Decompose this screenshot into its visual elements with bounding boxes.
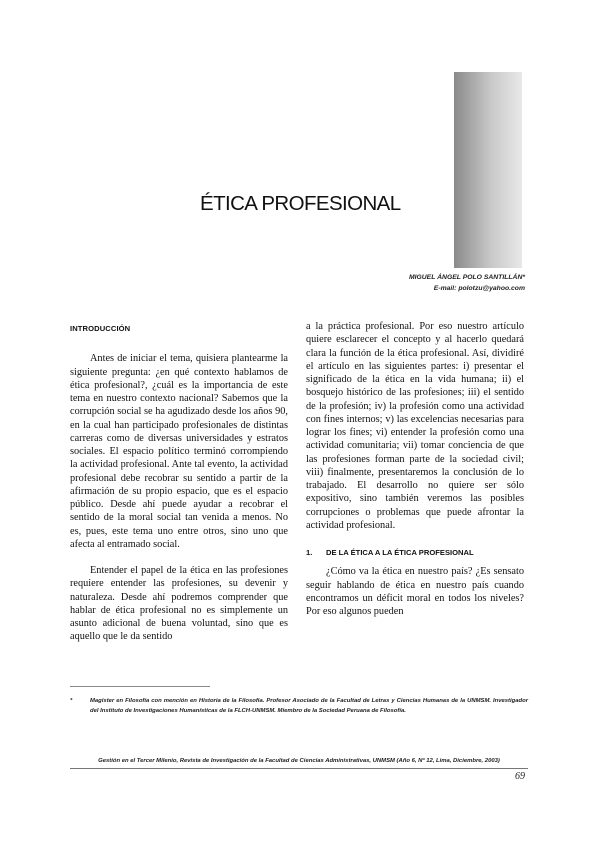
author-block (409, 272, 525, 294)
footnote-text: Magíster en Filosofía con mención en Historia de la Filosofía. Profesor Asociado de la Facultad de Letras y Ciencias Humanas de la UNMSM. Investigador del Instituto de Investigaciones Humanísticas de la FLCH-UNMSM. Miembro de la Sociedad Peruana de Filosofía. (90, 698, 528, 714)
footnote-mark: * (70, 698, 73, 704)
footer-divider (70, 768, 528, 769)
paragraph: Antes de iniciar el tema, quisiera plantearme la siguiente pregunta: ¿en qué contexto hablamos de ética profesional?, ¿cuál es la importancia de este tema en nuestro contexto nacional? Sabemos que la corrupción social se ha agudizado desde los años 90, en la cual han participado profesionales de distintas carreras como de diversas universidades y estratos sociales. El espacio político terminó corrompiendo la actividad profesional. Ante tal evento, la actividad profesional debe recobrar su sentido a partir de la afirmación de su propio espacio, que es el espacio público. Desde ahí puede ayudar a recobrar el sentido de la moral social tan venida a menos. No es, pues, este tema uno entre otros, sino uno que afecta al entramado social. (70, 353, 288, 550)
footnote (70, 697, 528, 716)
footnote-divider (70, 686, 210, 687)
paragraph-continuation: a la práctica profesional. Por eso nuestro artículo quiere esclarecer el concepto y al hacerlo quedará clara la función de la ética profesional. Así, dividiré el artículo en las siguientes partes: i) presentar el significado de la ética en la vida humana; ii) el bosquejo histórico de las profesiones; iii) el sentido de la profesión; iv) la profesión como una actividad con fines internos; v) las excelencias necesarias para lograr los fines; vi) entender la profesión como una actividad comunitaria; vii) tomar conciencia de que las profesiones forman parte de la sociedad civil; viii) finalmente, presentaremos la conclusión de lo trabajado. El desarrollo no quiere ser sólo expositivo, sino también veremos las posibles corrupciones o problemas que puede afrontar la actividad profesional. (306, 321, 524, 531)
paragraph: Entender el papel de la ética en las profesiones requiere entender las profesiones, su devenir y naturaleza. Desde ahí podremos comprender que hablar de ética profesional no es simplemente un asunto adicional de buena voluntad, sino que es aquello que le da sentido (70, 565, 288, 643)
author-name: MIGUEL ÁNGEL POLO SANTILLÁN* (408, 274, 525, 281)
section-heading-introduccion: INTRODUCCIÓN (70, 324, 131, 333)
decorative-gray-bar (454, 72, 522, 268)
page-number: 69 (515, 771, 525, 782)
journal-citation: Gestión en el Tercer Milenio, Revista de Investigación de la Facultad de Ciencias Administrativas, UNMSM (Año 6, Nº 12, Lima, Diciembre, 2003) (98, 758, 500, 764)
section-number: 1. (306, 548, 313, 557)
article-title: ÉTICA PROFESIONAL (200, 192, 401, 215)
section-heading-1 (306, 546, 524, 559)
paragraph: ¿Cómo va la ética en nuestro país? ¿Es sensato seguir hablando de ética en nuestro país cuando encontramos un déficit moral en todos los niveles? Por eso algunos pueden (306, 566, 524, 617)
left-column (70, 322, 288, 644)
section-title: DE LA ÉTICA A LA ÉTICA PROFESIONAL (326, 548, 474, 557)
author-email: E-mail: polotzu@yahoo.com (433, 285, 525, 292)
right-column (306, 320, 524, 618)
